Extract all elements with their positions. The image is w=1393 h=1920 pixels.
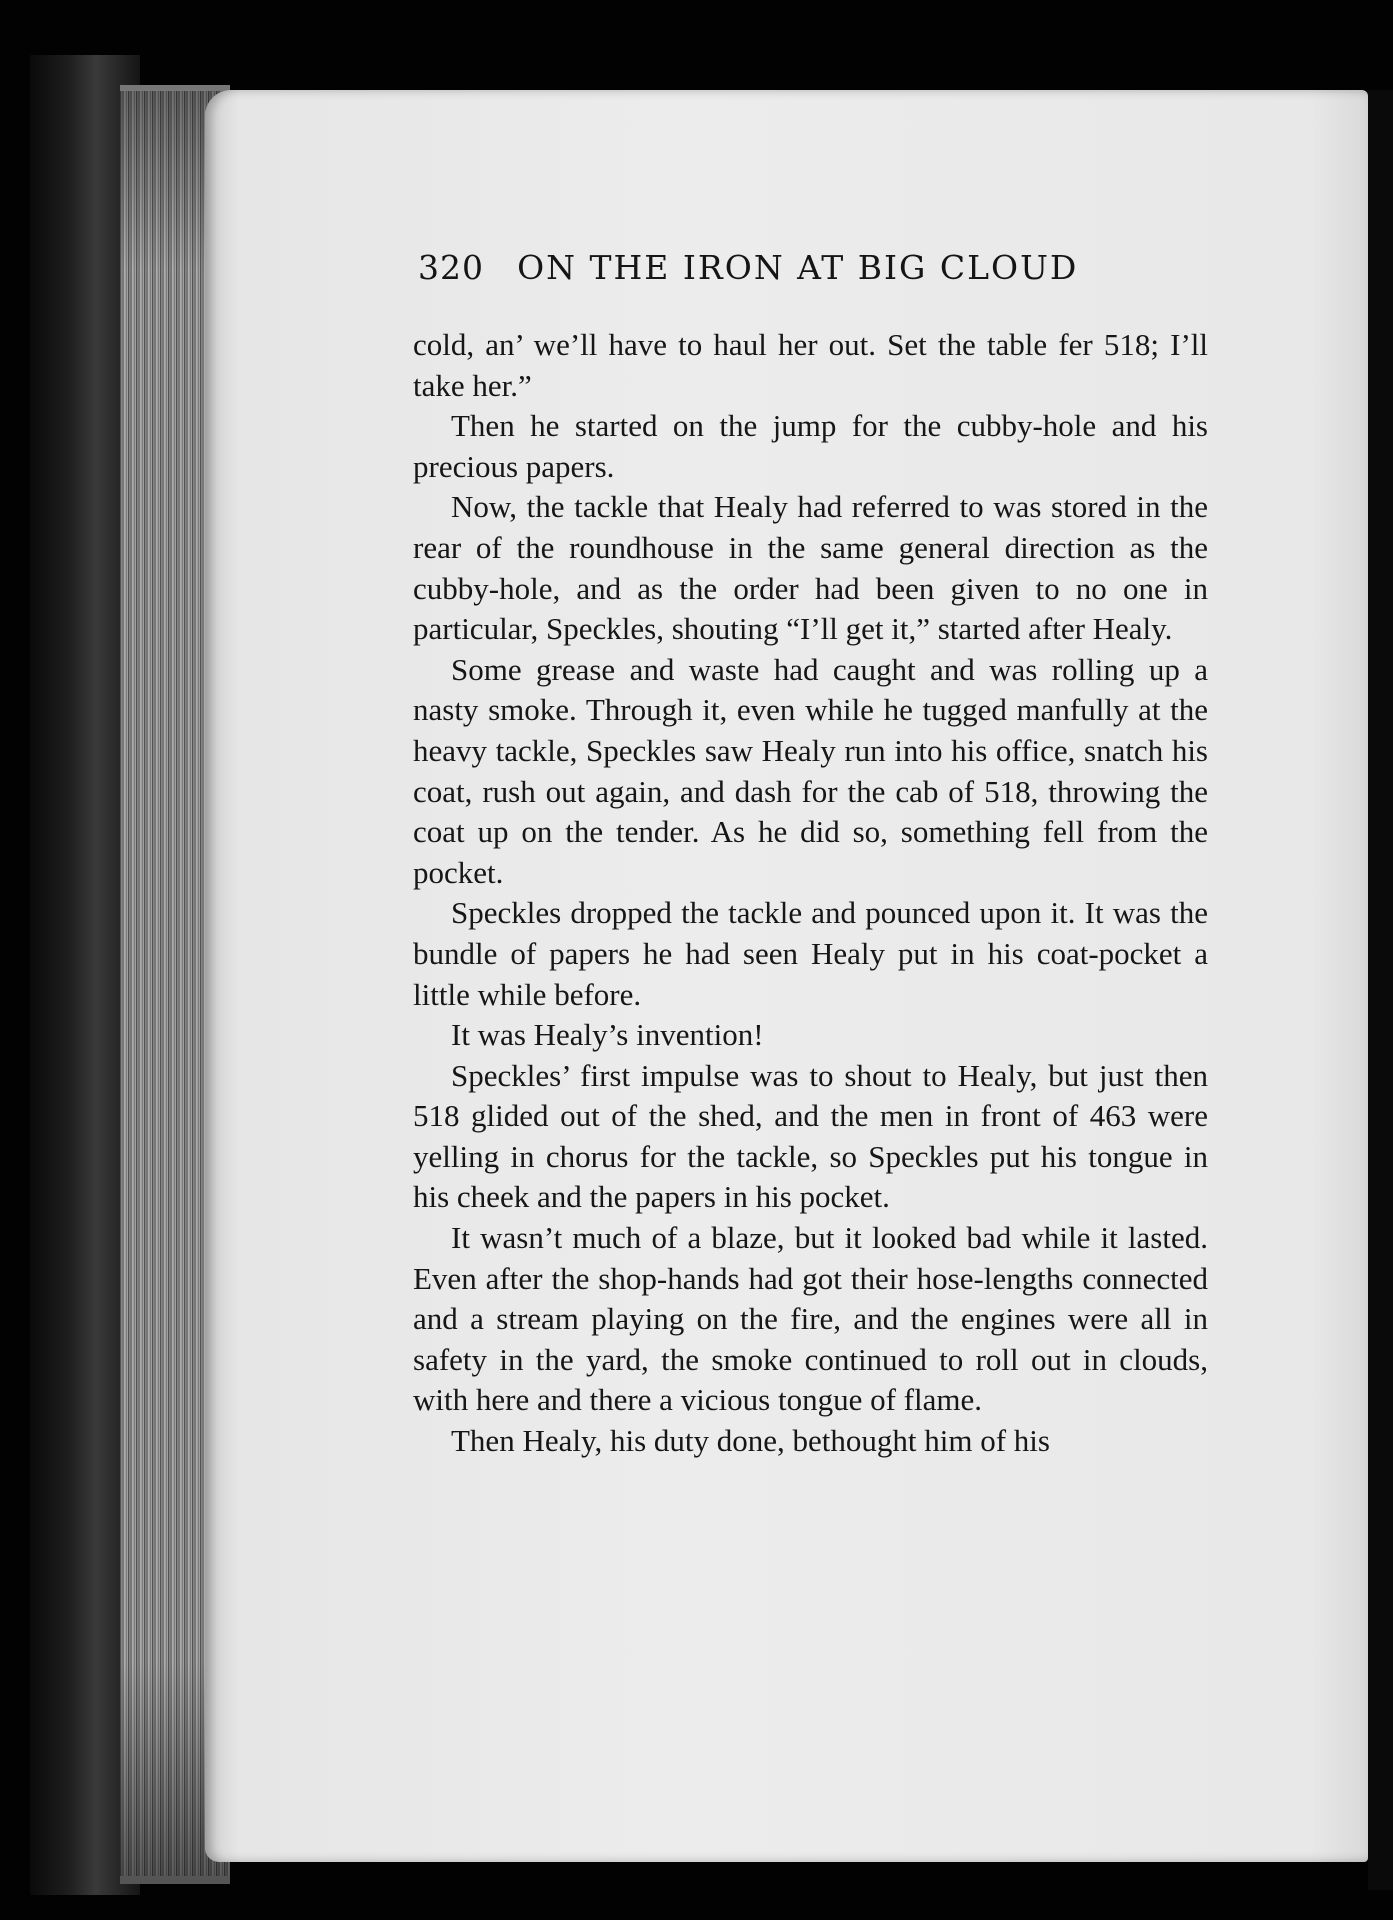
page-number: 320 bbox=[418, 248, 484, 287]
running-title: ON THE IRON AT BIG CLOUD bbox=[517, 248, 1079, 287]
paragraph: Some grease and waste had caught and was rolling up a nasty smoke. Through it, even while he tugged manfully at the heavy tackle, Speckles saw Healy run into his office, snatch his coat, rush out again, and dash for the cab of 518, throwing the coat up on the tender. As he did so, something fell from the pocket. bbox=[413, 651, 1208, 890]
paragraph-truncated: Then Healy, his duty done, bethought him of his bbox=[451, 1423, 1050, 1459]
paragraph: It wasn’t much of a blaze, but it looked bad while it lasted. Even after the shop-hands had got their hose-lengths connected and a stream playing on the fire, and the engines were all in safety in the yard, the smoke continued to roll out in clouds, with here and there a vicious tongue of flame. bbox=[413, 1220, 1208, 1418]
paragraph: Now, the tackle that Healy had referred to was stored in the rear of the roundhouse in the same general direction as the cubby-hole, and as the order had been given to no one in particular, Speckles, shouting “I’ll get it,” started after Healy. bbox=[413, 489, 1208, 647]
paragraph: It was Healy’s invention! bbox=[451, 1017, 764, 1053]
paragraph: Speckles’ first impulse was to shout to Healy, but just then 518 glided out of the shed, and the men in front of 463 were yelling in chorus for the tackle, so Speckles put his tongue in his cheek and the papers in his pocket. bbox=[413, 1057, 1208, 1215]
paragraph: Speckles dropped the tackle and pounced upon it. It was the bundle of papers he had seen Healy put in his coat-pocket a little while before. bbox=[413, 895, 1208, 1012]
page-body-text bbox=[413, 325, 1208, 1462]
scan-border-right bbox=[1368, 90, 1393, 1890]
page-header bbox=[418, 248, 1118, 298]
paragraph: Then he started on the jump for the cubby-hole and his precious papers. bbox=[413, 408, 1208, 484]
paragraph-continued: cold, an’ we’ll have to haul her out. Set the table fer 518; I’ll take her.” bbox=[413, 327, 1208, 403]
